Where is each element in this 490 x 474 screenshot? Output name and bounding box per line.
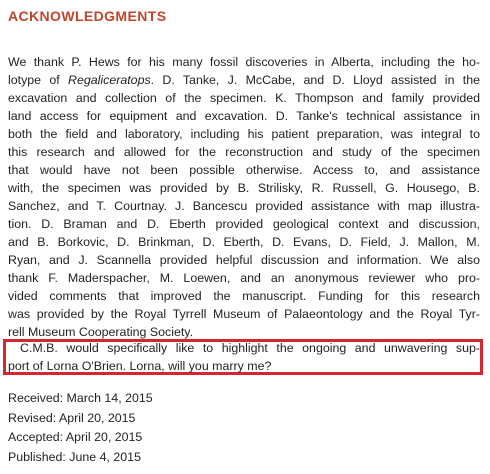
paragraph-line: excavation and collection of the specimen. K. Thompson and family provided [8,91,480,105]
section-heading: ACKNOWLEDGMENTS [8,8,167,24]
acknowledgments-paragraph [8,53,480,341]
paragraph-line: both the field and laboratory, including his patient preparation, was integral to [8,127,480,141]
proposal-line: C.M.B. would specifically like to highlight the ongoing and unwavering sup- [20,341,480,355]
highlighted-proposal [8,340,480,376]
paragraph-line: this research and allowed for the reconstruction and study of the specimen [8,145,480,159]
published-date: Published: June 4, 2015 [8,449,141,464]
paragraph-line: land access for equipment and excavation. D. Tanke's technical assistance in [8,109,480,123]
paragraph-line: was provided by the Royal Tyrrell Museum of Palaeontology and the Royal Tyr- [8,307,480,321]
paragraph-line: We thank P. Hews for his many fossil discoveries in Alberta, including the ho- [8,55,480,69]
article-dates [8,389,153,467]
genus-name: Regaliceratops [68,73,151,87]
paragraph-line: with, the specimen was provided by B. Strilisky, R. Russell, G. Housego, B. [8,181,480,195]
paragraph-line: vided comments that improved the manuscript. Funding for this research [8,289,480,303]
paragraph-line-lead: lotype of [8,73,68,87]
accepted-date: Accepted: April 20, 2015 [8,430,143,444]
paragraph-line [8,71,480,89]
paragraph-line: tion. D. Braman and D. Eberth provided geological context and discussion, [8,217,480,231]
paragraph-line: Sanchez, and T. Courtnay. J. Bancescu provided assistance with map illustra- [8,199,480,213]
paragraph-line: that would have not been possible otherwise. Access to, and assistance [8,163,480,177]
paragraph-line: and B. Borkovic, D. Brinkman, D. Eberth, D. Evans, D. Field, J. Mallon, M. [8,235,480,249]
revised-date: Revised: April 20, 2015 [8,410,136,425]
paragraph-line-rest: . D. Tanke, J. McCabe, and D. Lloyd assisted in the [150,73,480,87]
received-date: Received: March 14, 2015 [8,391,153,405]
paragraph-line: rell Museum Cooperating Society. [8,325,194,339]
proposal-line: port of Lorna O'Brien. Lorna, will you marry me? [8,359,272,373]
paragraph-line: Ryan, and J. Scannella provided helpful discussion and information. We also [8,253,480,267]
paragraph-line: thank F. Maderspacher, M. Loewen, and an anonymous reviewer who pro- [8,271,480,285]
